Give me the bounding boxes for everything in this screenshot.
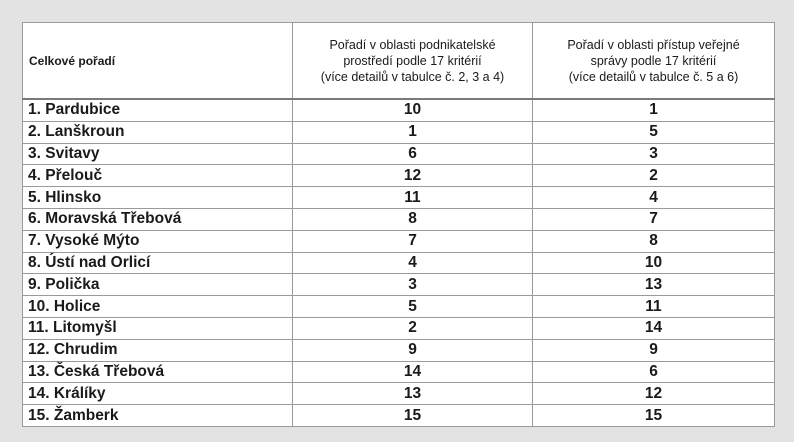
table-row	[23, 361, 775, 383]
town-name: 12. Chrudim	[23, 339, 293, 361]
table-row	[23, 296, 775, 318]
admin-rank: 8	[533, 230, 775, 252]
business-rank: 1	[293, 121, 533, 143]
business-rank: 4	[293, 252, 533, 274]
table-row	[23, 187, 775, 209]
header-admin-rank	[533, 23, 775, 100]
header-business-line-3: (více detailů v tabulce č. 2, 3 a 4)	[320, 69, 505, 84]
table-row	[23, 143, 775, 165]
town-name: 8. Ústí nad Orlicí	[23, 252, 293, 274]
table-row	[23, 121, 775, 143]
business-rank: 13	[293, 383, 533, 405]
town-name: 2. Lanškroun	[23, 121, 293, 143]
admin-rank: 7	[533, 209, 775, 231]
admin-rank: 6	[533, 361, 775, 383]
town-name: 11. Litomyšl	[23, 317, 293, 339]
table-row	[23, 383, 775, 405]
header-admin-line-2: správy podle 17 kritérií	[590, 53, 717, 68]
admin-rank: 1	[533, 99, 775, 121]
table-body	[23, 99, 775, 427]
header-business-line-2: prostředí podle 17 kritérií	[343, 53, 482, 68]
business-rank: 15	[293, 405, 533, 427]
admin-rank: 13	[533, 274, 775, 296]
business-rank: 7	[293, 230, 533, 252]
town-name: 10. Holice	[23, 296, 293, 318]
business-rank: 11	[293, 187, 533, 209]
town-name: 7. Vysoké Mýto	[23, 230, 293, 252]
town-name: 4. Přelouč	[23, 165, 293, 187]
admin-rank: 11	[533, 296, 775, 318]
table-row	[23, 230, 775, 252]
admin-rank: 5	[533, 121, 775, 143]
business-rank: 9	[293, 339, 533, 361]
header-business-rank	[293, 23, 533, 100]
ranking-table-container	[22, 22, 774, 427]
admin-rank: 10	[533, 252, 775, 274]
business-rank: 5	[293, 296, 533, 318]
admin-rank: 3	[533, 143, 775, 165]
table-row	[23, 405, 775, 427]
business-rank: 10	[293, 99, 533, 121]
business-rank: 12	[293, 165, 533, 187]
table-row	[23, 339, 775, 361]
town-name: 6. Moravská Třebová	[23, 209, 293, 231]
table-header	[23, 23, 775, 100]
admin-rank: 4	[533, 187, 775, 209]
town-name: 3. Svitavy	[23, 143, 293, 165]
business-rank: 2	[293, 317, 533, 339]
table-row	[23, 165, 775, 187]
business-rank: 3	[293, 274, 533, 296]
town-name: 15. Žamberk	[23, 405, 293, 427]
town-name: 1. Pardubice	[23, 99, 293, 121]
town-name: 9. Polička	[23, 274, 293, 296]
admin-rank: 14	[533, 317, 775, 339]
town-name: 14. Králíky	[23, 383, 293, 405]
town-name: 13. Česká Třebová	[23, 361, 293, 383]
header-overall-rank: Celkové pořadí	[23, 23, 293, 100]
table-row	[23, 274, 775, 296]
ranking-table	[22, 22, 775, 427]
business-rank: 6	[293, 143, 533, 165]
admin-rank: 12	[533, 383, 775, 405]
header-business-line-1: Pořadí v oblasti podnikatelské	[329, 37, 496, 52]
header-admin-line-1: Pořadí v oblasti přístup veřejné	[567, 37, 740, 52]
business-rank: 8	[293, 209, 533, 231]
table-row	[23, 317, 775, 339]
table-row	[23, 209, 775, 231]
header-row	[23, 23, 775, 100]
admin-rank: 9	[533, 339, 775, 361]
table-row	[23, 99, 775, 121]
business-rank: 14	[293, 361, 533, 383]
admin-rank: 15	[533, 405, 775, 427]
header-admin-line-3: (více detailů v tabulce č. 5 a 6)	[568, 69, 739, 84]
admin-rank: 2	[533, 165, 775, 187]
town-name: 5. Hlinsko	[23, 187, 293, 209]
table-row	[23, 252, 775, 274]
